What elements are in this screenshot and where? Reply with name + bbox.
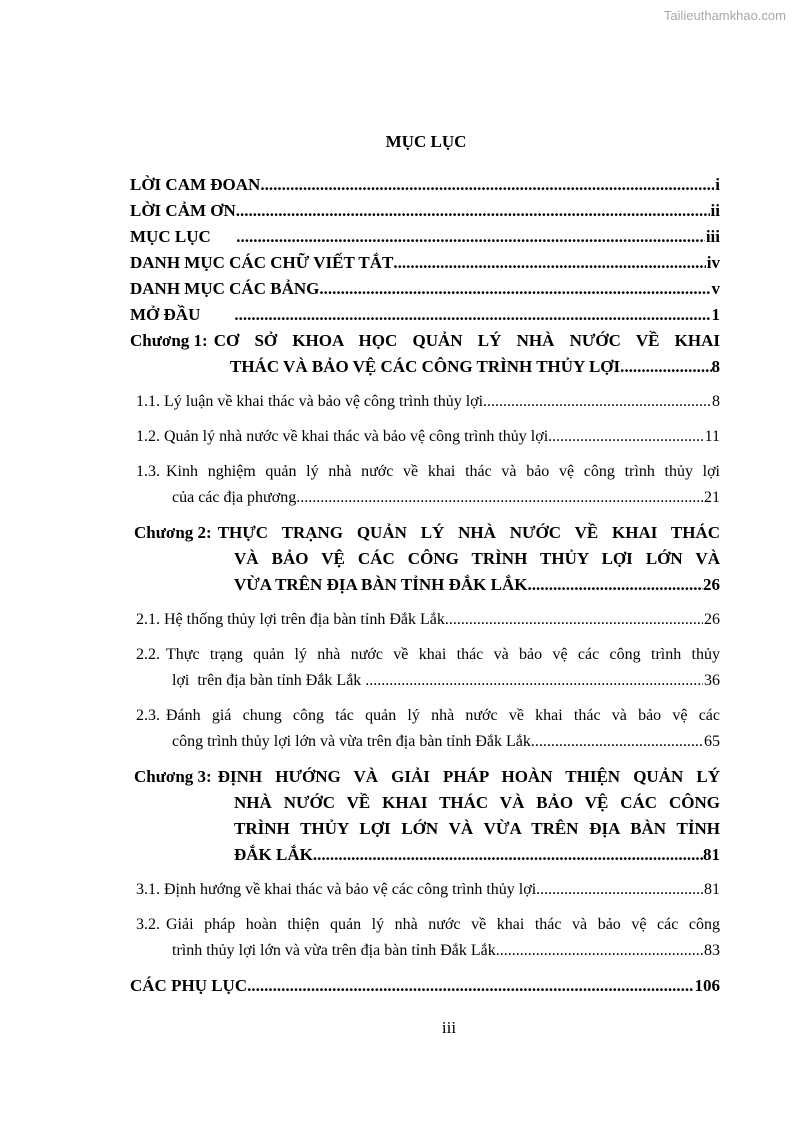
- section-number: 1.3.: [136, 463, 160, 480]
- chapter-number: Chương 2:: [134, 523, 212, 542]
- toc-section-2-1[interactable]: [130, 607, 720, 633]
- section-number: 3.1.: [136, 881, 160, 898]
- section-title: Định hướng về khai thác và bảo vệ các công trình thủy lợi: [164, 881, 537, 898]
- dot-leader: [620, 354, 711, 380]
- toc-entry-label: LỜI CẢM ƠN: [130, 201, 236, 220]
- section-title-line: lợi trên địa bàn tỉnh Đắk Lắk: [172, 672, 366, 689]
- page-title: MỤC LỤC: [385, 132, 467, 151]
- chapter-title-line: VÀ BẢO VỆ CÁC CÔNG TRÌNH THỦY LỢI LỚN VÀ: [234, 549, 720, 568]
- table-of-contents: [130, 172, 720, 999]
- dot-leader: [496, 938, 703, 964]
- section-title: Hệ thống thủy lợi trên địa bàn tỉnh Đắk Lắk: [164, 611, 445, 628]
- section-title-line: Giải pháp hoàn thiện quản lý nhà nước về khai thác và bảo vệ các công: [166, 916, 720, 933]
- dot-leader: [236, 198, 710, 224]
- chapter-title-line: THỰC TRẠNG QUẢN LÝ NHÀ NƯỚC VỀ KHAI THÁC: [217, 523, 720, 542]
- section-number: 1.2.: [136, 428, 160, 445]
- toc-entry-loi-cam-doan[interactable]: [130, 172, 720, 198]
- section-title-line: Đánh giá chung công tác quản lý nhà nước về khai thác và bảo vệ các: [166, 707, 720, 724]
- toc-chapter-1[interactable]: [130, 328, 720, 380]
- dot-leader: [483, 389, 711, 415]
- chapter-number: Chương 1:: [130, 331, 208, 350]
- dot-leader: [445, 607, 703, 633]
- chapter-title-line: ĐẮK LẮK: [234, 845, 313, 864]
- toc-entry-page: 1: [711, 305, 720, 324]
- dot-leader: [536, 877, 703, 903]
- toc-entry-page: 26: [703, 575, 720, 594]
- toc-section-3-1[interactable]: [130, 877, 720, 903]
- chapter-title-line: TRÌNH THỦY LỢI LỚN VÀ VỪA TRÊN ĐỊA BÀN TỈNH: [234, 819, 720, 838]
- dot-leader: [247, 973, 693, 999]
- toc-entry-danh-muc-chu-viet-tat[interactable]: [130, 250, 720, 276]
- toc-entry-danh-muc-bang[interactable]: [130, 276, 720, 302]
- section-title-line: Kinh nghiệm quản lý nhà nước về khai thác và bảo vệ công trình thủy lợi: [166, 463, 720, 480]
- chapter-title-line: THÁC VÀ BẢO VỆ CÁC CÔNG TRÌNH THỦY LỢI: [230, 357, 621, 376]
- toc-entry-page: 26: [704, 611, 720, 628]
- chapter-title-line: CƠ SỞ KHOA HỌC QUẢN LÝ NHÀ NƯỚC VỀ KHAI: [213, 331, 720, 350]
- toc-entry-label: MỤC LỤC: [130, 227, 237, 246]
- section-number: 3.2.: [136, 916, 160, 933]
- dot-leader: [234, 302, 710, 328]
- section-title-line: công trình thủy lợi lớn và vừa trên địa bàn tỉnh Đắk Lắk: [172, 733, 531, 750]
- section-number: 1.1.: [136, 393, 160, 410]
- toc-entry-label: DANH MỤC CÁC CHỮ VIẾT TẮT: [130, 253, 394, 272]
- section-title: Quản lý nhà nước về khai thác và bảo vệ công trình thủy lợi: [164, 428, 549, 445]
- toc-entry-page: i: [715, 175, 720, 194]
- toc-entry-label: CÁC PHỤ LỤC: [130, 976, 248, 995]
- section-number: 2.2.: [136, 646, 160, 663]
- page-number: iii: [441, 1018, 457, 1037]
- toc-entry-page: 81: [704, 881, 720, 898]
- section-title: Lý luận về khai thác và bảo vệ công trình thủy lợi: [164, 393, 484, 410]
- watermark-text: Tailieuthamkhao.com: [663, 8, 786, 23]
- toc-entry-page: 36: [704, 672, 720, 689]
- dot-leader: [531, 729, 703, 755]
- chapter-title-line: NHÀ NƯỚC VỀ KHAI THÁC VÀ BẢO VỆ CÁC CÔNG: [234, 793, 720, 812]
- toc-entry-page: 106: [694, 976, 720, 995]
- section-title-line: của các địa phương: [172, 489, 297, 506]
- toc-section-2-2[interactable]: [130, 642, 720, 694]
- toc-section-1-3[interactable]: [130, 459, 720, 511]
- toc-entry-page: 83: [704, 942, 720, 959]
- toc-entry-page: ii: [710, 201, 720, 220]
- dot-leader: [365, 668, 703, 694]
- toc-entry-label: LỜI CAM ĐOAN: [130, 175, 261, 194]
- toc-entry-page: 11: [704, 428, 720, 445]
- toc-chapter-3[interactable]: [130, 764, 720, 868]
- dot-leader: [236, 224, 705, 250]
- dot-leader: [296, 485, 703, 511]
- section-number: 2.3.: [136, 707, 160, 724]
- chapter-title-line: VỪA TRÊN ĐỊA BÀN TỈNH ĐẮK LẮK: [234, 575, 528, 594]
- toc-section-1-1[interactable]: [130, 389, 720, 415]
- section-number: 2.1.: [136, 611, 160, 628]
- toc-entry-cac-phu-luc[interactable]: [130, 973, 720, 999]
- toc-entry-page: v: [711, 279, 720, 298]
- section-title-line: Thực trạng quản lý nhà nước về khai thác và bảo vệ các công trình thủy: [166, 646, 720, 663]
- section-title-line: trình thủy lợi lớn và vừa trên địa bàn tỉnh Đắk Lắk: [172, 942, 496, 959]
- toc-entry-mo-dau[interactable]: [130, 302, 720, 328]
- toc-entry-page: 8: [711, 357, 720, 376]
- toc-section-3-2[interactable]: [130, 912, 720, 964]
- toc-entry-loi-cam-on[interactable]: [130, 198, 720, 224]
- chapter-number: Chương 3:: [134, 767, 212, 786]
- toc-section-2-3[interactable]: [130, 703, 720, 755]
- chapter-title-line: ĐỊNH HƯỚNG VÀ GIẢI PHÁP HOÀN THIỆN QUẢN LÝ: [217, 767, 720, 786]
- toc-entry-page: iii: [705, 227, 720, 246]
- toc-entry-label: MỞ ĐẦU: [130, 305, 235, 324]
- toc-entry-page: 65: [704, 733, 720, 750]
- toc-section-1-2[interactable]: [130, 424, 720, 450]
- toc-entry-page: 81: [703, 845, 720, 864]
- dot-leader: [319, 276, 710, 302]
- toc-entry-page: iv: [706, 253, 720, 272]
- toc-entry-label: DANH MỤC CÁC BẢNG: [130, 279, 320, 298]
- toc-entry-muc-luc[interactable]: [130, 224, 720, 250]
- dot-leader: [313, 842, 703, 868]
- dot-leader: [548, 424, 703, 450]
- dot-leader: [393, 250, 705, 276]
- toc-chapter-2[interactable]: [130, 520, 720, 598]
- dot-leader: [260, 172, 714, 198]
- toc-entry-page: 21: [704, 489, 720, 506]
- toc-entry-page: 8: [712, 393, 720, 410]
- dot-leader: [527, 572, 703, 598]
